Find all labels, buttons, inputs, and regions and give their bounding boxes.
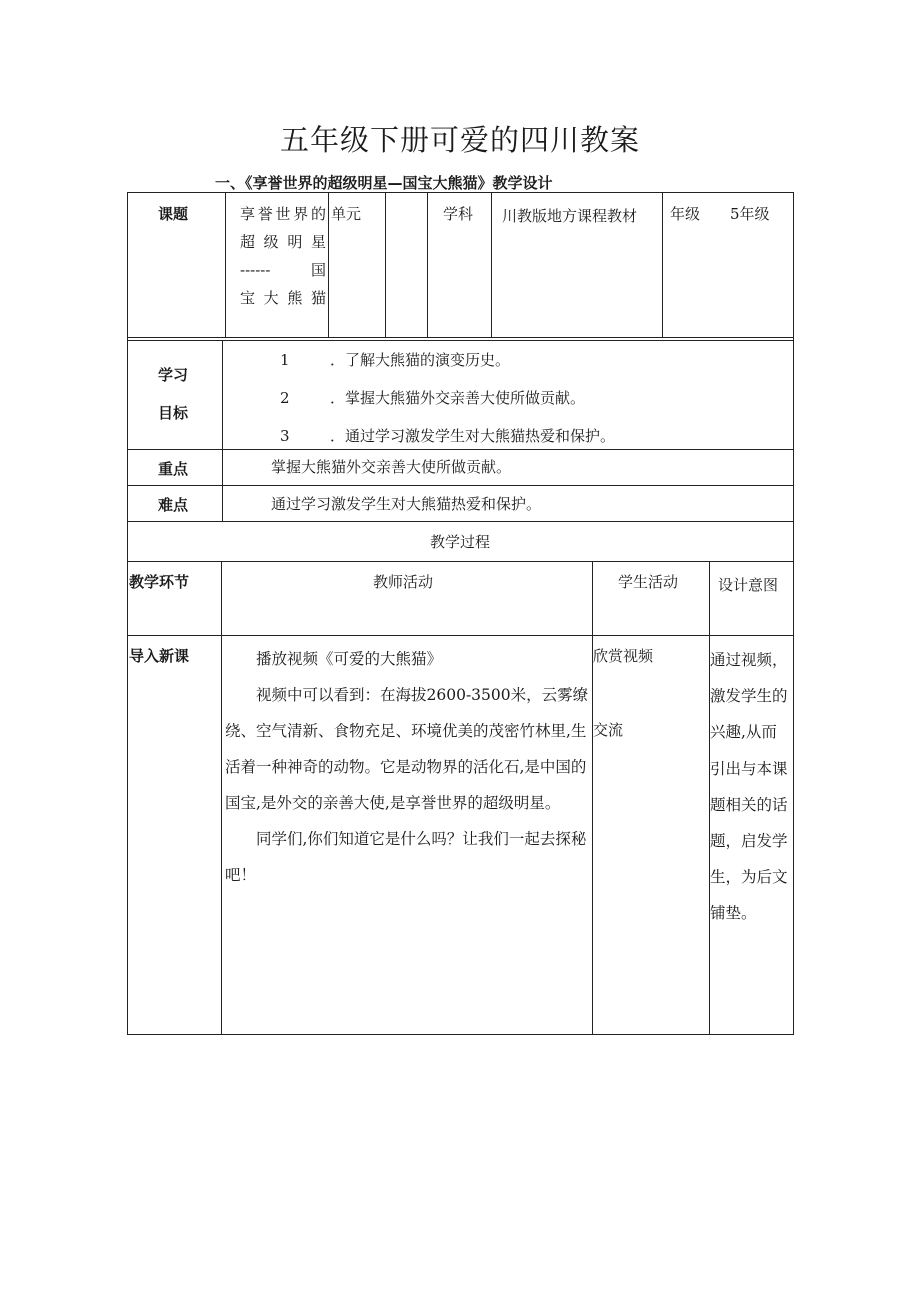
design-intent-cell: 通过视频，激发学生的兴趣,从而引出与本课题相关的话题，启发学生，为后文铺垫。 (710, 651, 788, 923)
col-divider (221, 561, 222, 1035)
topic-label: 课题 (158, 205, 189, 223)
subject-label: 学科 (443, 205, 474, 223)
col-divider (662, 192, 663, 338)
page-title: 五年级下册可爱的四川教案 (279, 123, 640, 157)
col-divider (385, 192, 386, 338)
difficulty-text: 通过学习激发学生对大熊猫热爱和保护。 (271, 495, 542, 513)
key-point-text: 掌握大熊猫外交亲善大使所做贡献。 (271, 458, 512, 476)
goal-text: ．通过学习激发学生对大熊猫热爱和保护。 (330, 427, 616, 445)
table-border-bottom (127, 1034, 794, 1035)
goals-label-line-2: 目标 (158, 404, 189, 422)
goal-number: 1 (280, 351, 290, 369)
section-subtitle: 一、《享誉世界的超级明星—国宝大熊猫》教学设计 (215, 174, 553, 192)
goal-number: 3 (280, 427, 290, 445)
teacher-activity-paragraph: 同学们,你们知道它是什么吗？让我们一起去探秘吧！ (225, 830, 587, 884)
column-header-student: 学生活动 (618, 573, 679, 591)
table-border-right (793, 192, 794, 1035)
goal-number: 2 (280, 389, 290, 407)
teacher-activity-cell (225, 641, 593, 893)
subject-value: 川教版地方课程教材 (502, 207, 638, 225)
unit-label: 单元 (331, 205, 362, 223)
goal-text: ．了解大熊猫的演变历史。 (330, 351, 511, 369)
student-activity-line: 欣赏视频 (593, 647, 654, 665)
topic-line: 享誉世界的 (240, 205, 326, 223)
row-divider (127, 485, 794, 486)
grade-label: 年级 (670, 205, 701, 223)
teacher-activity-paragraph: 播放视频《可爱的大熊猫》 (256, 650, 443, 668)
difficulty-label: 难点 (158, 496, 189, 514)
topic-line: 宝大熊猫 (240, 289, 326, 307)
col-divider (225, 192, 226, 338)
col-divider (491, 192, 492, 338)
column-header-teacher: 教师活动 (373, 573, 434, 591)
goals-label-line-1: 学习 (158, 366, 189, 384)
student-activity-line: 交流 (593, 721, 624, 739)
row-divider (127, 337, 794, 338)
row-divider (127, 635, 794, 636)
topic-line: ------国 (240, 261, 326, 279)
table-border-top (127, 192, 794, 193)
column-header-intent: 设计意图 (718, 576, 779, 594)
key-point-label: 重点 (158, 460, 189, 478)
row-divider (127, 449, 794, 450)
stage-cell: 导入新课 (129, 647, 190, 665)
col-divider (427, 192, 428, 338)
row-divider (127, 340, 794, 341)
topic-line: 超级明星 (240, 233, 326, 251)
goal-text: ．掌握大熊猫外交亲善大使所做贡献。 (330, 389, 586, 407)
col-divider (222, 340, 223, 521)
process-heading: 教学过程 (429, 533, 490, 551)
column-header-stage: 教学环节 (129, 573, 190, 591)
grade-value: 5年级 (730, 205, 770, 223)
table-border-left (127, 192, 128, 1035)
row-divider (127, 561, 794, 562)
col-divider (328, 192, 329, 338)
row-divider (127, 521, 794, 522)
topic-value (240, 200, 326, 312)
teacher-activity-paragraph: 视频中可以看到：在海拔2600-3500米，云雾缭绕、空气清新、食物充足、环境优美的茂密竹林里,生活着一种神奇的动物。它是动物界的活化石,是中国的国宝,是外交的亲善大使,是享誉世界的超级明星。 (225, 686, 589, 812)
